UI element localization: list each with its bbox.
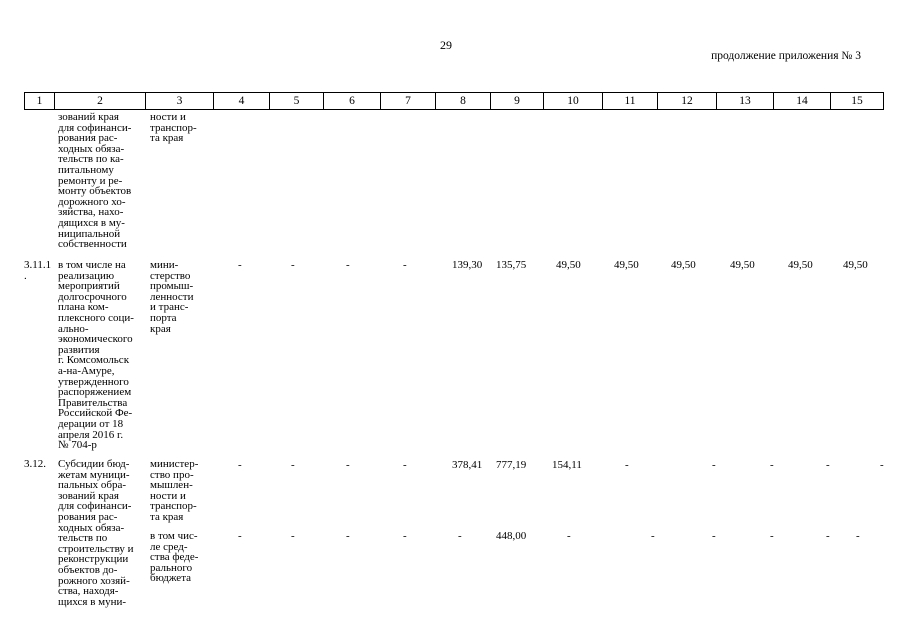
value-cell: 448,00 [496, 530, 527, 542]
value-cell: - [346, 530, 350, 542]
value-cell: - [238, 459, 242, 471]
header-col-6: 6 [324, 93, 381, 110]
header-col-15: 15 [831, 93, 884, 110]
header-col-14: 14 [774, 93, 831, 110]
value-cell: 139,30 [452, 259, 483, 271]
header-col-2: 2 [55, 93, 146, 110]
value-cell: 154,11 [552, 459, 582, 471]
value-cell: - [567, 530, 571, 542]
value-cell: 135,75 [496, 259, 527, 271]
header-col-8: 8 [436, 93, 491, 110]
value-cell: - [651, 530, 655, 542]
value-cell: 49,50 [730, 259, 755, 271]
value-cell: 378,41 [452, 459, 483, 471]
value-cell: 777,19 [496, 459, 527, 471]
header-col-9: 9 [491, 93, 544, 110]
header-col-7: 7 [381, 93, 436, 110]
value-cell: - [291, 530, 295, 542]
value-cell: - [826, 530, 830, 542]
row-c-federal-budget-label: в том чис- ле сред- ства феде- рального бюджета [150, 530, 199, 585]
header-col-13: 13 [717, 93, 774, 110]
header-col-12: 12 [658, 93, 717, 110]
row-c-number: 3.12. [24, 458, 46, 470]
header-col-10: 10 [544, 93, 603, 110]
value-cell: - [346, 259, 350, 271]
header-row [25, 93, 884, 110]
page-number: 29 [440, 38, 452, 52]
value-cell: - [238, 259, 242, 271]
row-c-description: Субсидии бюд- жетам муници- пальных обра- зований края для софинанси- рования рас- ходных обяза- тельств по строительству и реконструкции объектов до- рожного хозяй- ства, находя- щихся в муни- [58, 458, 134, 608]
row-b-description: в том числе на реализацию мероприятий долгосрочного плана ком- плексного соци- ально- экономического развития г. Комсомольск а-на-Амуре, утвержденного распоряжением Правительства Российской Фе- дерации от 18 апреля 2016 г. № 704-р [58, 259, 134, 452]
value-cell: - [712, 459, 716, 471]
row-b-executor: мини- стерство промыш- ленности и транс- порта края [150, 259, 194, 335]
value-cell: - [346, 459, 350, 471]
value-cell: - [238, 530, 242, 542]
header-col-5: 5 [270, 93, 324, 110]
value-cell: 49,50 [788, 259, 813, 271]
header-col-3: 3 [146, 93, 214, 110]
value-cell: - [403, 530, 407, 542]
value-cell: - [625, 459, 629, 471]
continuation-note: продолжение приложения № 3 [711, 50, 861, 62]
value-cell: - [880, 459, 884, 471]
value-cell: 49,50 [671, 259, 696, 271]
header-col-4: 4 [214, 93, 270, 110]
value-cell: - [826, 459, 830, 471]
value-cell: - [770, 459, 774, 471]
value-cell: - [291, 459, 295, 471]
value-cell: - [712, 530, 716, 542]
value-cell: - [291, 259, 295, 271]
value-cell: 49,50 [614, 259, 639, 271]
value-cell: - [403, 459, 407, 471]
row-a-description: зований края для софинанси- рования рас- ходных обяза- тельств по ка- питальному ремонту и ре- монту объектов дорожного хо- зяйства, нахо- дящихся в му- ниципальной собственности [58, 111, 132, 251]
value-cell: - [856, 530, 860, 542]
header-col-11: 11 [603, 93, 658, 110]
value-cell: - [770, 530, 774, 542]
value-cell: 49,50 [843, 259, 868, 271]
value-cell: - [403, 259, 407, 271]
row-c-executor: министер- ство про- мышлен- ности и транспор- та края [150, 458, 199, 523]
value-cell: 49,50 [556, 259, 581, 271]
row-a-executor: ности и транспор- та края [150, 111, 197, 145]
header-col-1: 1 [25, 93, 55, 110]
column-header-table [24, 92, 884, 110]
row-b-number: 3.11.1 . [24, 259, 52, 282]
value-cell: - [458, 530, 462, 542]
